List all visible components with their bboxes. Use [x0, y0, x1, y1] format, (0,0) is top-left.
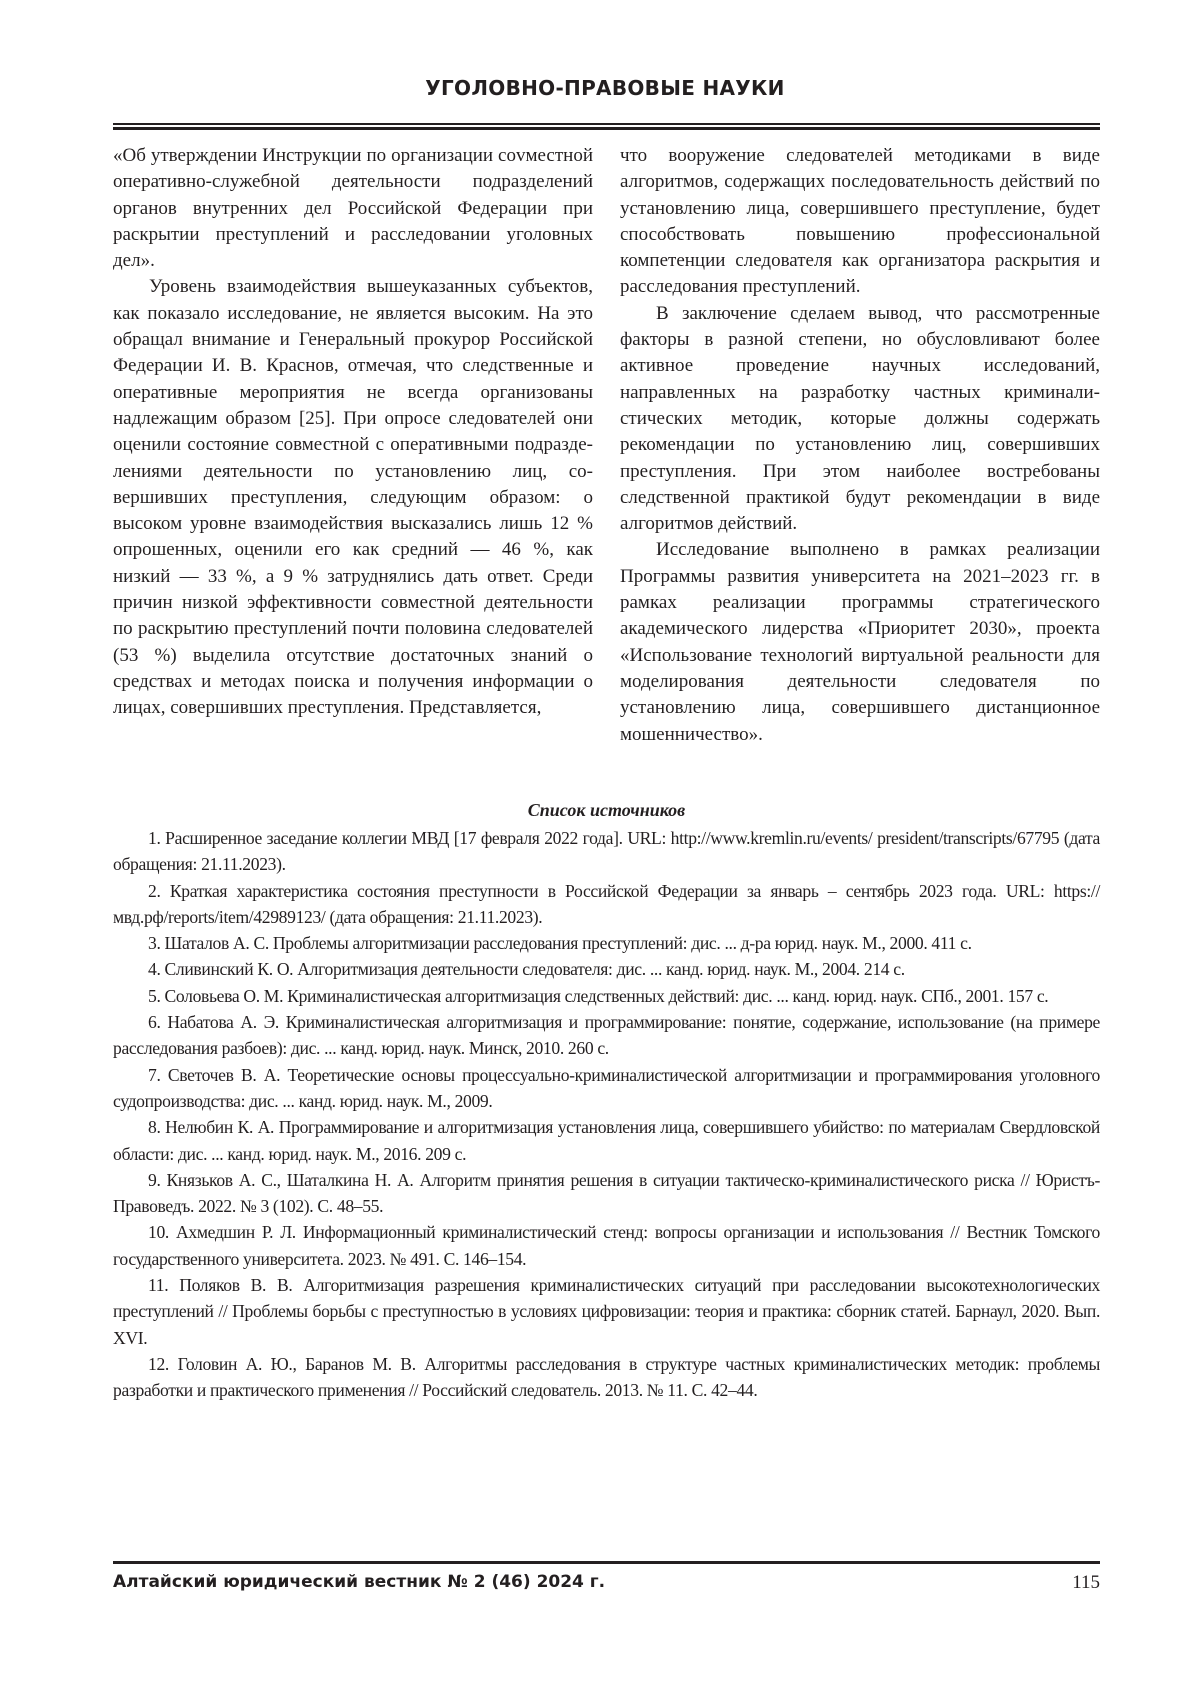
reference-item: 2. Краткая характеристика состояния преступности в Российской Федерации за январь – сентябрь 2023 года. URL: https://мвд.рф/reports/item/42989123/ (дата обращения: 21.11.2023).	[113, 880, 1100, 927]
section-title: УГОЛОВНО-ПРАВОВЫЕ НАУКИ	[425, 76, 785, 100]
reference-item: 1. Расширенное заседание коллегии МВД [17 февраля 2022 года]. URL: http://www.kremlin.ru/events/ president/transcripts/67795 (дата обращения: 21.11.2023).	[113, 828, 1100, 875]
paragraph: Исследование выполнено в рамках реализации Программы развития университета на 2021–2023 гг. в рамках реализации программы стратегического академического лидерства «Приоритет 2030», проекта «Использование технологий виртуальной реальности для моделирования деятельности следователя по установлению лица, совершившего дистанционное мошенничество».	[620, 539, 1100, 745]
references-list	[113, 825, 1100, 1404]
references-title: Список источников	[527, 800, 686, 820]
header-rule-thin	[113, 123, 1100, 125]
journal-title: Алтайский юридический вестник № 2 (46) 2024 г.	[113, 1572, 606, 1592]
paragraph: Уровень взаимодействия вышеуказанных субъектов, как показало исследование, не является высоким. На это обращал внимание и Генеральный прокурор Российской Федерации И. В. Краснов, отмечая, что следственные и оперативные мероприятия не всегда организованы надлежащим образом [25]. При опросе следователей они оценили состояние совместной с оперативными подразделениями деятельности по установлению лиц, совершивших преступления, следующим образом: о высоком уровне взаимодействия высказались лишь 12 % опрошенных, оценили его как средний — 46 %, как низкий — 33 %, а 9 % затруднялись дать ответ. Среди причин низкой эффективности совместной деятельности по раскрытию преступлений почти половина следователей (53 %) выделила отсутствие достаточных знаний о средствах и методах поиска и получения информации о лицах, совершивших преступления. Представляется,	[113, 276, 593, 719]
reference-item: 11. Поляков В. В. Алгоритмизация разрешения криминалистических ситуаций при расследовании высокотехнологических преступлений // Проблемы борьбы с преступностью в условиях цифровизации: теория и практика: сборник статей. Барнаул, 2020. Вып. XVI.	[113, 1275, 1100, 1348]
reference-item: 10. Ахмедшин Р. Л. Информационный криминалистический стенд: вопросы организации и использования // Вестник Томского государственного университета. 2023. № 491. С. 146–154.	[113, 1222, 1100, 1269]
reference-item: 8. Нелюбин К. А. Программирование и алгоритмизация установления лица, совершившего убийство: по материалам Свердловской области: дис. ... канд. юрид. наук. М., 2016. 209 с.	[113, 1117, 1100, 1164]
reference-item: 3. Шаталов А. С. Проблемы алгоритмизации расследования преступлений: дис. ... д-ра юрид. наук. М., 2000. 411 с.	[148, 933, 972, 954]
reference-item: 6. Набатова А. Э. Криминалистическая алгоритмизация и программирование: понятие, содержание, использование (на примере расследования разбоев): дис. ... канд. юрид. наук. Минск, 2010. 260 с.	[113, 1012, 1100, 1059]
reference-item: 5. Соловьева О. М. Криминалистическая алгоритмизация следственных действий: дис. ... канд. юрид. наук. СПб., 2001. 157 с.	[148, 985, 1049, 1006]
page-number: 115	[1072, 1572, 1100, 1593]
paragraph: что вооружение следователей методиками в виде алгоритмов, содержащих последовательность действий по установлению лица, совершившего преступление, будет способствовать повышению профессиональной компетенции следователя как организатора раскрытия и расследования преступлений.	[620, 145, 1100, 298]
header-rule-thick	[113, 127, 1100, 130]
left-column	[113, 143, 593, 722]
reference-item: 12. Головин А. Ю., Баранов М. В. Алгоритмы расследования в структуре частных криминалистических методик: проблемы разработки и практического применения // Российский следователь. 2013. № 11. С. 42–44.	[113, 1353, 1100, 1401]
reference-item: 7. Светочев В. А. Теоретические основы процессуально-криминалистической алгоритмизации и программирования уголовного судопроизводства: дис. ... канд. юрид. наук. М., 2009.	[113, 1064, 1100, 1111]
paragraph: В заключение сделаем вывод, что рассмотренные факторы в разной степени, но обусловливают более активное проведение научных исследований, направленных на разработку частных криминалистических методик, которые должны содержать рекомендации по установлению лиц, совершивших преступления. При этом наиболее востребованы следственной практикой будут рекомендации в виде алгоритмов действий.	[620, 302, 1100, 535]
reference-item: 9. Князьков А. С., Шаталкина Н. А. Алгоритм принятия решения в ситуации тактическо-криминалистического риска // Юристъ-Правоведъ. 2022. № 3 (102). С. 48–55.	[113, 1169, 1100, 1217]
footer-rule	[113, 1561, 1100, 1564]
paragraph: «Об утверждении Инструкции по организации соvместной оперативно-служебной деятельности подразделений органов внутренних дел Российской Федерации при раскрытии преступлений и расследовании уголовных дел».	[113, 145, 593, 272]
right-column	[620, 143, 1100, 748]
reference-item: 4. Сливинский К. О. Алгоритмизация деятельности следователя: дис. ... канд. юрид. наук. М., 2004. 214 с.	[148, 959, 905, 980]
